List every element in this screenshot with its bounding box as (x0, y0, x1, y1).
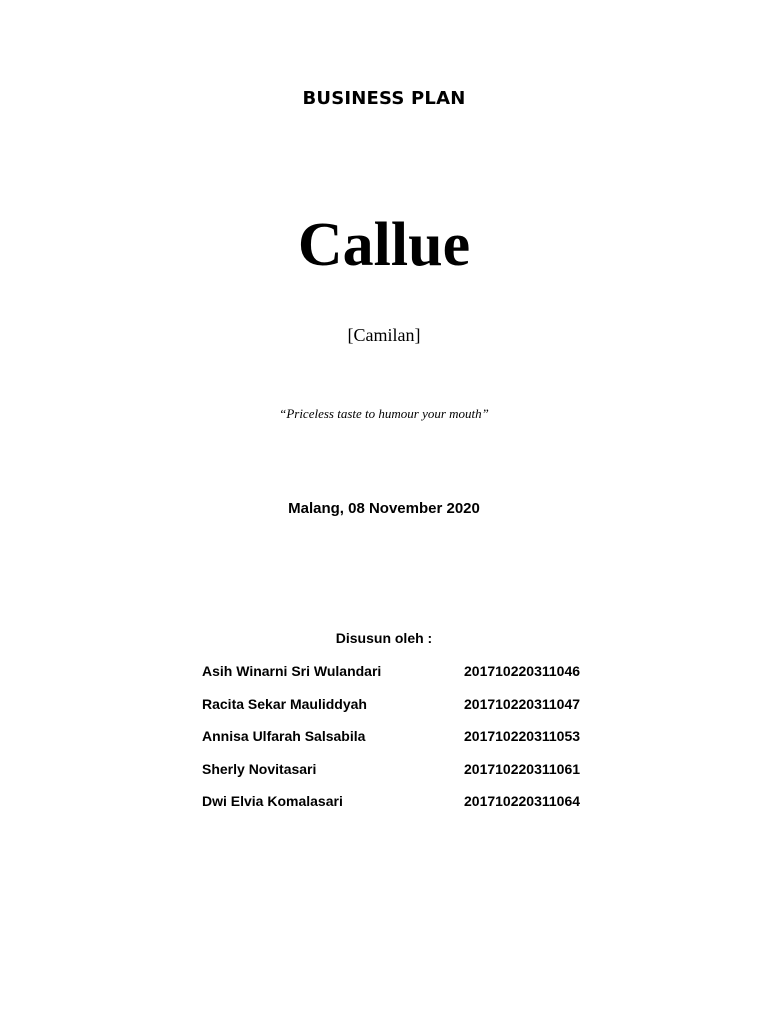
author-row (202, 693, 622, 726)
author-row (202, 660, 622, 693)
author-name: Dwi Elvia Komalasari (202, 793, 343, 809)
authors-heading: Disusun oleh : (335, 630, 433, 646)
tagline: “Priceless taste to humour your mouth” (279, 406, 489, 421)
author-id: 201710220311061 (464, 760, 581, 777)
author-id: 201710220311053 (464, 728, 581, 744)
author-id: 201710220311047 (464, 695, 581, 712)
author-row (202, 790, 622, 823)
authors-list (202, 660, 622, 823)
document-subtitle: [Camilan] (347, 325, 421, 345)
author-row (202, 725, 622, 758)
author-row (202, 758, 622, 791)
author-name: Sherly Novitasari (202, 760, 317, 777)
author-id: 201710220311064 (464, 793, 581, 809)
place-and-date: Malang, 08 November 2020 (288, 500, 480, 517)
author-id: 201710220311046 (464, 663, 581, 679)
author-name: Annisa Ulfarah Salsabila (202, 728, 366, 744)
author-name: Racita Sekar Mauliddyah (202, 695, 367, 712)
document-title: Callue (297, 211, 471, 279)
document-type-heading: BUSINESS PLAN (302, 88, 466, 109)
author-name: Asih Winarni Sri Wulandari (202, 663, 382, 679)
